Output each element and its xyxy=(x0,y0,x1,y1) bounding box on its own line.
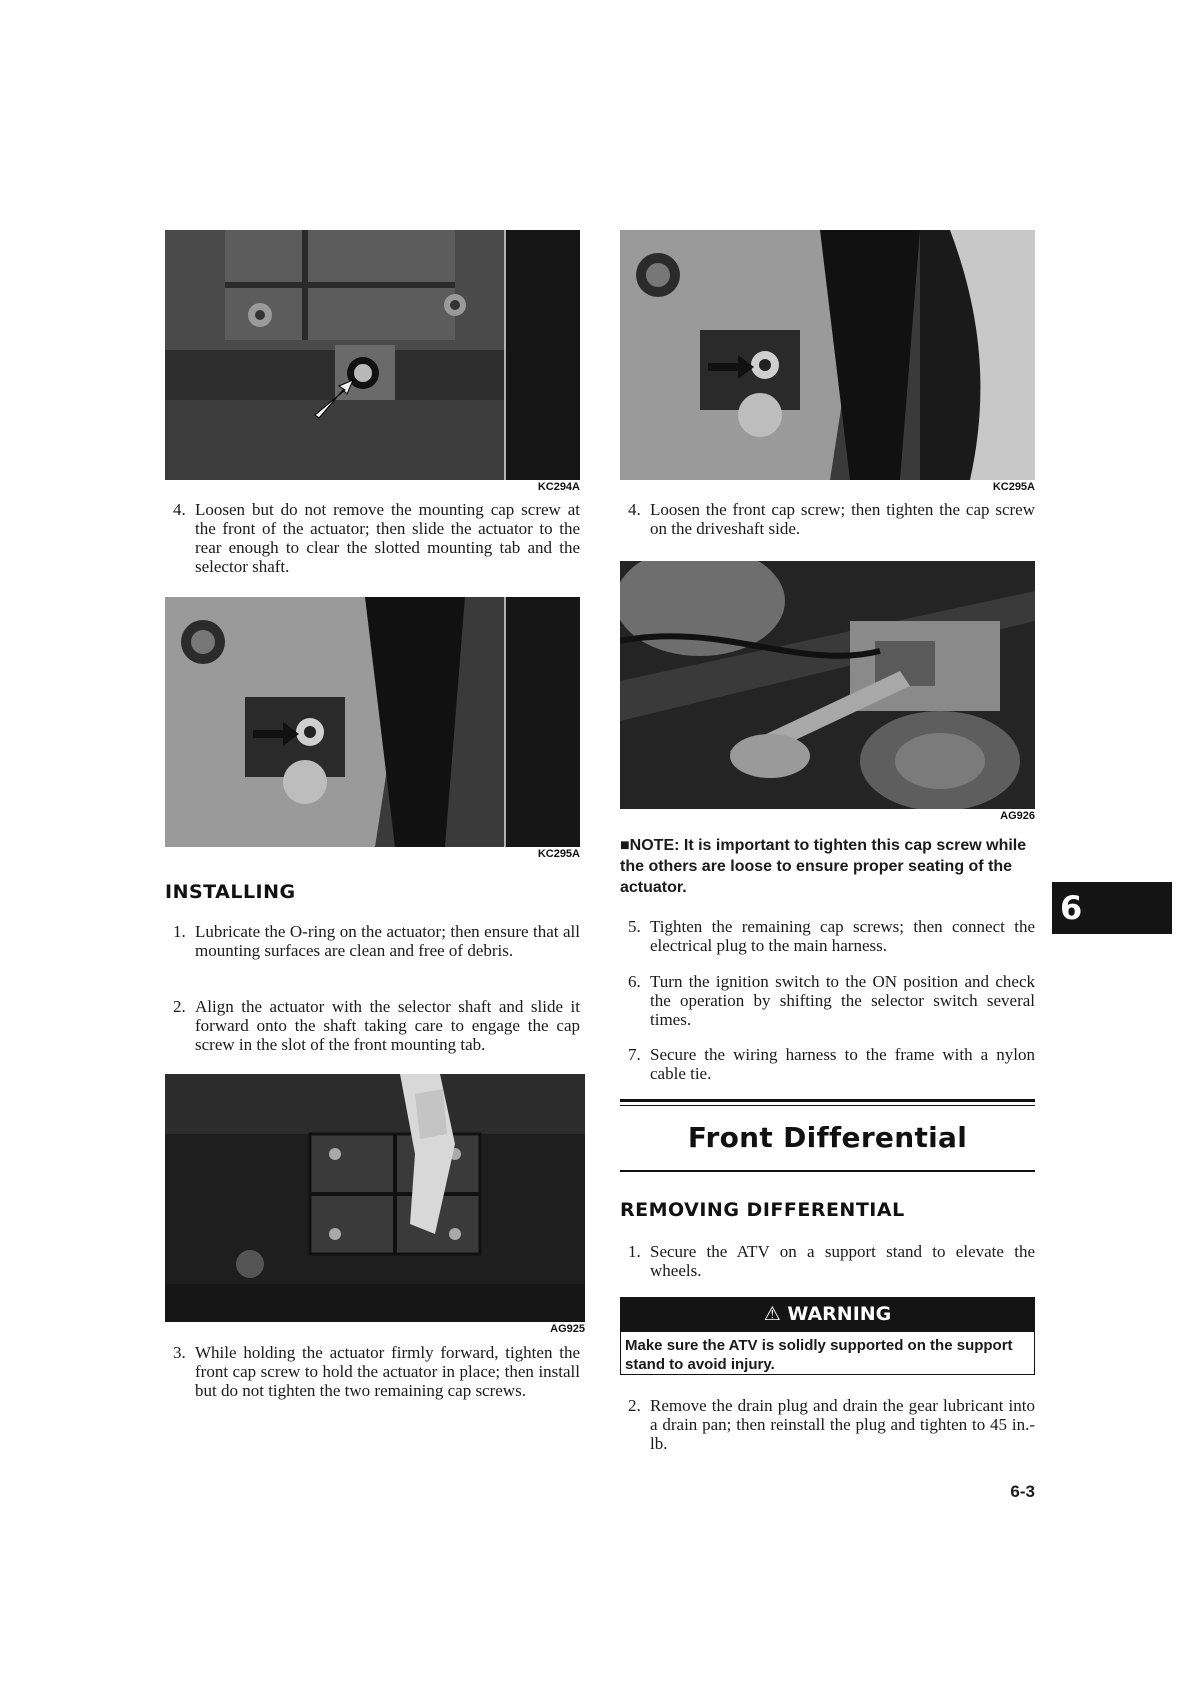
step-5: 5. Tighten the remaining cap screws; then connect the electrical plug to the main harness. xyxy=(628,917,1035,955)
install-step-2: 2. Align the actuator with the selector shaft and slide it forward onto the shaft taking care to engage the cap screw in the slot of the front mounting tab. xyxy=(173,997,580,1054)
section-rule-top xyxy=(620,1099,1035,1102)
caption-kc295a-top: KC295A xyxy=(992,481,1035,493)
section-rule-top-thin xyxy=(620,1105,1035,1106)
section-rule-bottom xyxy=(620,1170,1035,1172)
note-tighten-cap-screw: ■NOTE: It is important to tighten this cap screw while the others are loose to ensure proper seating of the actuator. xyxy=(620,837,1027,896)
install-step-3: 3. While holding the actuator firmly forward, tighten the front cap screw to hold the actuator in place; then install but do not tighten the two remaining cap screws. xyxy=(173,1343,580,1400)
photo-kc295a-mid xyxy=(165,597,580,847)
caption-ag925: AG925 xyxy=(550,1323,585,1335)
photo-kc295a-top xyxy=(620,230,1035,480)
remove-step-2: 2. Remove the drain plug and drain the gear lubricant into a drain pan; then reinstall the plug and tighten to 45 in.-lb. xyxy=(628,1396,1035,1453)
step-6: 6. Turn the ignition switch to the ON position and check the operation by shifting the selector switch several times. xyxy=(628,972,1035,1029)
warning-text: Make sure the ATV is solidly supported on the support stand to avoid injury. xyxy=(620,1331,1035,1375)
photo-ag926 xyxy=(620,561,1035,809)
warning-banner: ⚠ WARNING xyxy=(620,1297,1035,1331)
remove-step-1: 1. Secure the ATV on a support stand to elevate the wheels. xyxy=(628,1242,1035,1280)
step-4-left: 4. Loosen but do not remove the mounting cap screw at the front of the actuator; then slide the actuator to the rear enough to clear the slotted mounting tab and the selector shaft. xyxy=(173,500,580,576)
step-4-right: 4. Loosen the front cap screw; then tighten the cap screw on the driveshaft side. xyxy=(628,500,1035,538)
caption-kc294a: KC294A xyxy=(537,481,580,493)
caption-ag926: AG926 xyxy=(1000,810,1035,822)
chapter-tab: 6 xyxy=(1052,882,1172,934)
section-title: Front Differential xyxy=(687,1121,968,1154)
install-step-1: 1. Lubricate the O-ring on the actuator; then ensure that all mounting surfaces are clean and free of debris. xyxy=(173,922,580,960)
photo-ag925 xyxy=(165,1074,585,1322)
installing-heading: INSTALLING xyxy=(165,881,296,903)
photo-kc294a xyxy=(165,230,580,480)
removing-differential-heading: REMOVING DIFFERENTIAL xyxy=(620,1199,905,1221)
step-7: 7. Secure the wiring harness to the frame with a nylon cable tie. xyxy=(628,1045,1035,1083)
page-number: 6-3 xyxy=(1010,1482,1035,1501)
caption-kc295a-mid: KC295A xyxy=(537,848,580,860)
